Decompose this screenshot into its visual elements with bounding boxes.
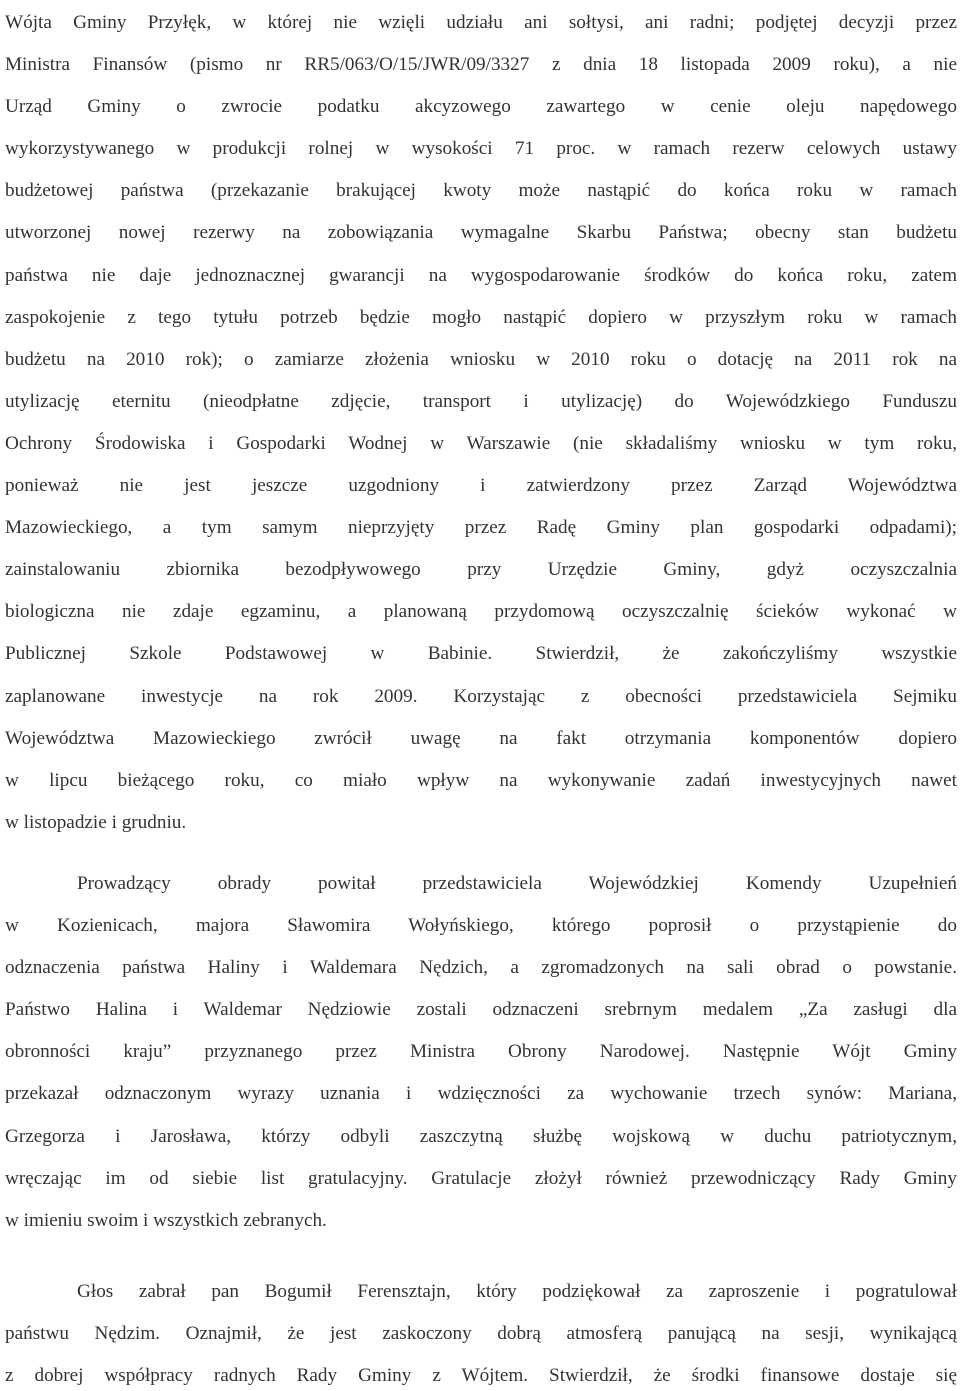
text-line: Głos zabrał pan Bogumił Ferensztajn, który podziękował za zaproszenie i pogratulował bbox=[77, 1281, 957, 1302]
text-line: przekazał odznaczonym wyrazy uznania i wdzięczności za wychowanie trzech synów: Mariana, bbox=[5, 1083, 957, 1105]
text-line: budżetowej państwa (przekazanie brakującej kwoty może nastąpić do końca roku w ramach bbox=[5, 180, 957, 202]
text-line: zainstalowaniu zbiornika bezodpływowego przy Urzędzie Gminy, gdyż oczyszczalnia bbox=[5, 559, 957, 581]
text-line: budżetu na 2010 rok); o zamiarze złożenia wniosku w 2010 roku o dotację na 2011 rok na bbox=[5, 348, 957, 370]
text-line: Ministra Finansów (pismo nr RR5/063/O/15/JWR/09/3327 z dnia 18 listopada 2009 roku), a nie bbox=[5, 54, 957, 76]
paragraph-2 bbox=[5, 863, 957, 1242]
text-line: utworzonej nowej rezerwy na zobowiązania wymagalne Skarbu Państwa; obecny stan budżetu bbox=[5, 222, 957, 244]
text-line: wykorzystywanego w produkcji rolnej w wysokości 71 proc. w ramach rezerw celowych ustawy bbox=[5, 138, 957, 160]
text-line: ponieważ nie jest jeszcze uzgodniony i zatwierdzony przez Zarząd Województwa bbox=[5, 475, 957, 497]
text-line: Publicznej Szkole Podstawowej w Babinie. Stwierdził, że zakończyliśmy wszystkie bbox=[5, 643, 957, 665]
text-line: Prowadzący obrady powitał przedstawiciela Wojewódzkiej Komendy Uzupełnień bbox=[77, 873, 957, 894]
text-line: w lipcu bieżącego roku, co miało wpływ na wykonywanie zadań inwestycyjnych nawet bbox=[5, 769, 957, 791]
text-line: Urząd Gminy o zwrocie podatku akcyzowego zawartego w cenie oleju napędowego bbox=[5, 96, 957, 118]
text-line: obronności kraju” przyznanego przez Ministra Obrony Narodowej. Następnie Wójt Gminy bbox=[5, 1041, 957, 1063]
text-line: utylizację eternitu (nieodpłatne zdjęcie, transport i utylizację) do Wojewódzkiego Funduszu bbox=[5, 390, 957, 412]
text-line: państwa nie daje jednoznacznej gwarancji na wygospodarowanie środków do końca roku, zatem bbox=[5, 264, 957, 286]
text-line: zaplanowane inwestycje na rok 2009. Korzystając z obecności przedstawiciela Sejmiku bbox=[5, 685, 957, 707]
text-line: wręczając im od siebie list gratulacyjny. Gratulacje złożył również przewodniczący Rady Gminy bbox=[5, 1167, 957, 1189]
text-line: odznaczenia państwa Haliny i Waldemara Nędzich, a zgromadzonych na sali obrad o powstanie. bbox=[5, 957, 957, 979]
text-line: w listopadzie i grudniu. bbox=[5, 811, 187, 833]
text-line: państwu Nędzim. Oznajmił, że jest zaskoczony dobrą atmosferą panującą na sesji, wynikającą bbox=[5, 1323, 957, 1345]
text-line: zaspokojenie z tego tytułu potrzeb będzie mogło nastąpić dopiero w przyszłym roku w ramach bbox=[5, 306, 958, 328]
text-line: biologiczna nie zdaje egzaminu, a planowaną przydomową oczyszczalnię ścieków wykonać w bbox=[5, 601, 957, 623]
text-line: z dobrej współpracy radnych Rady Gminy z Wójtem. Stwierdził, że środki finansowe dostaje się bbox=[5, 1365, 957, 1387]
text-line: Województwa Mazowieckiego zwrócił uwagę na fakt otrzymania komponentów dopiero bbox=[5, 727, 957, 749]
text-line: Grzegorza i Jarosława, którzy odbyli zaszczytną służbę wojskową w duchu patriotycznym, bbox=[5, 1125, 957, 1147]
text-line: Mazowieckiego, a tym samym nieprzyjęty przez Radę Gminy plan gospodarki odpadami); bbox=[5, 517, 958, 539]
text-line: Państwo Halina i Waldemar Nędziowie zostali odznaczeni srebrnym medalem „Za zasługi dla bbox=[5, 999, 957, 1021]
text-line: Ochrony Środowiska i Gospodarki Wodnej w Warszawie (nie składaliśmy wniosku w tym roku, bbox=[5, 432, 957, 454]
text-line: w Kozienicach, majora Sławomira Wołyńskiego, którego poprosił o przystąpienie do bbox=[5, 915, 957, 937]
text-line: Wójta Gminy Przyłęk, w której nie wzięli udziału ani sołtysi, ani radni; podjętej decyzji przez bbox=[5, 12, 957, 33]
text-line: w imieniu swoim i wszystkich zebranych. bbox=[5, 1209, 327, 1231]
paragraph-1 bbox=[5, 2, 957, 844]
paragraph-3 bbox=[5, 1271, 957, 1391]
